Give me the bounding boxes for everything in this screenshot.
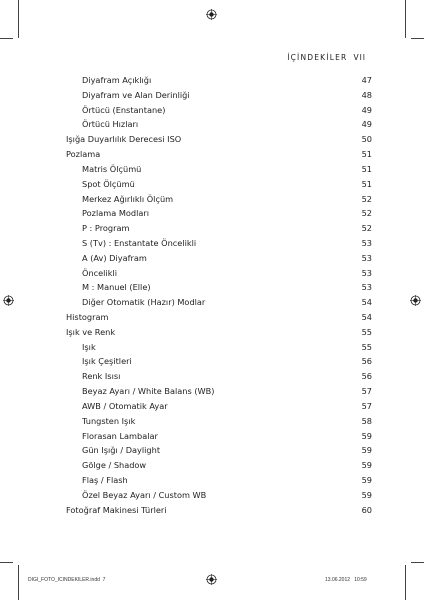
toc-entry-label: AWB / Otomatik Ayar (82, 400, 168, 411)
toc-entry-page: 54 (361, 312, 372, 322)
toc-entry (66, 340, 372, 355)
toc-entry-page: 59 (361, 460, 372, 471)
toc-entry (66, 399, 372, 414)
toc-entry (66, 192, 372, 207)
toc-entry (66, 369, 372, 384)
toc-entry-label: Özel Beyaz Ayarı / Custom WB (82, 489, 207, 500)
toc-entry (66, 458, 372, 473)
toc-entry (66, 117, 372, 132)
toc-entry-page: 57 (361, 400, 372, 411)
toc-entry-label: P : Program (82, 223, 130, 234)
toc-entry-page: 49 (361, 104, 372, 115)
toc-entry-label: Merkez Ağırlıklı Ölçüm (82, 193, 174, 204)
toc-entry-page: 55 (361, 341, 372, 352)
toc-entry-label: Pozlama (66, 149, 101, 160)
toc-entry-label: Örtücü Hızları (82, 119, 139, 130)
toc-entry-page: 52 (361, 223, 372, 234)
toc-entry-label: Pozlama Modları (82, 208, 150, 219)
toc-entry (66, 221, 372, 236)
toc-entry (66, 310, 372, 325)
registration-mark-icon (206, 574, 217, 585)
toc-entry-page: 59 (361, 430, 372, 441)
toc-entry-page: 59 (361, 489, 372, 500)
toc-entry (66, 473, 372, 488)
toc-entry-label: A (Av) Diyafram (82, 252, 147, 263)
toc-entry (66, 177, 372, 192)
crop-mark (0, 38, 13, 39)
toc-entry-page: 53 (361, 237, 372, 248)
registration-mark-icon (410, 295, 421, 306)
toc-entry-page: 49 (361, 119, 372, 130)
toc-entry-page: 50 (361, 134, 372, 145)
toc-entry-label: Gün Işığı / Daylight (82, 445, 161, 456)
toc-entry (66, 384, 372, 399)
crop-mark (411, 562, 424, 563)
toc-entry-label: Tungsten Işık (82, 415, 136, 426)
toc-entry (66, 325, 372, 340)
toc-entry-label: Beyaz Ayarı / White Balans (WB) (82, 386, 215, 397)
toc-entry-page: 53 (361, 252, 372, 263)
toc-entry-page: 55 (361, 326, 372, 337)
toc-entry-page: 53 (361, 282, 372, 293)
toc-entry-label: Işığa Duyarlılık Derecesi ISO (66, 134, 182, 145)
crop-mark (405, 565, 406, 600)
toc-entry-page: 48 (361, 89, 372, 100)
toc-entry-label: Işık (82, 341, 96, 352)
crop-mark (18, 565, 19, 600)
toc-entry (66, 88, 372, 103)
toc-entry-label: Öncelikli (82, 267, 118, 278)
toc-entry (66, 206, 372, 221)
toc-entry-page: 59 (361, 474, 372, 485)
crop-mark (411, 38, 424, 39)
toc-entry-label: Örtücü (Enstantane) (82, 104, 166, 115)
toc-entry-label: M : Manuel (Elle) (82, 282, 151, 293)
crop-mark (0, 562, 13, 563)
running-header (287, 53, 366, 62)
table-of-contents (66, 73, 372, 517)
toc-entry (66, 73, 372, 88)
toc-entry-page: 59 (361, 445, 372, 456)
toc-entry (66, 251, 372, 266)
toc-entry (66, 236, 372, 251)
toc-entry (66, 103, 372, 118)
toc-entry-page: 56 (361, 356, 372, 367)
toc-entry-page: 54 (361, 297, 372, 308)
toc-entry (66, 503, 372, 518)
registration-mark-icon (206, 9, 217, 20)
toc-entry-page: 52 (361, 193, 372, 204)
toc-entry-label: Spot Ölçümü (82, 178, 135, 189)
toc-entry (66, 147, 372, 162)
slug-datetime: 13.06.2012 10:59 (325, 577, 367, 583)
toc-entry (66, 414, 372, 429)
crop-mark (405, 0, 406, 38)
toc-entry-label: Fotoğraf Makinesi Türleri (66, 504, 167, 515)
toc-entry-page: 51 (361, 149, 372, 160)
toc-entry (66, 132, 372, 147)
registration-mark-icon (3, 295, 14, 306)
header-page-number: VII (353, 53, 366, 62)
toc-entry-page: 53 (361, 267, 372, 278)
toc-entry-page: 56 (361, 371, 372, 382)
toc-entry-page: 57 (361, 386, 372, 397)
toc-entry-page: 60 (361, 504, 372, 515)
header-title: İÇİNDEKİLER (287, 53, 348, 62)
crop-mark (18, 0, 19, 38)
toc-entry-page: 51 (361, 178, 372, 189)
slug-filename: DIGI_FOTO_ICINDEKILER.indd 7 (28, 577, 106, 583)
toc-entry-label: Histogram (66, 312, 109, 322)
toc-entry (66, 354, 372, 369)
toc-entry-page: 52 (361, 208, 372, 219)
toc-entry (66, 280, 372, 295)
toc-entry-label: Renk Isısı (82, 371, 121, 382)
toc-entry (66, 488, 372, 503)
toc-entry-label: Işık Çeşitleri (82, 356, 132, 367)
toc-entry (66, 443, 372, 458)
toc-entry-label: S (Tv) : Enstantate Öncelikli (82, 237, 197, 248)
toc-entry-label: Diyafram ve Alan Derinliği (82, 89, 190, 100)
toc-entry-label: Diğer Otomatik (Hazır) Modlar (82, 297, 206, 308)
toc-entry-label: Florasan Lambalar (82, 430, 158, 441)
toc-entry (66, 266, 372, 281)
toc-entry-label: Işık ve Renk (66, 326, 116, 337)
toc-entry-page: 51 (361, 163, 372, 174)
toc-entry (66, 429, 372, 444)
toc-entry-label: Gölge / Shadow (82, 460, 147, 471)
toc-entry-label: Diyafram Açıklığı (82, 75, 152, 85)
toc-entry-page: 47 (361, 75, 372, 85)
toc-entry (66, 162, 372, 177)
toc-entry (66, 295, 372, 310)
toc-entry-label: Flaş / Flash (82, 474, 128, 485)
toc-entry-page: 58 (361, 415, 372, 426)
toc-entry-label: Matris Ölçümü (82, 163, 142, 174)
